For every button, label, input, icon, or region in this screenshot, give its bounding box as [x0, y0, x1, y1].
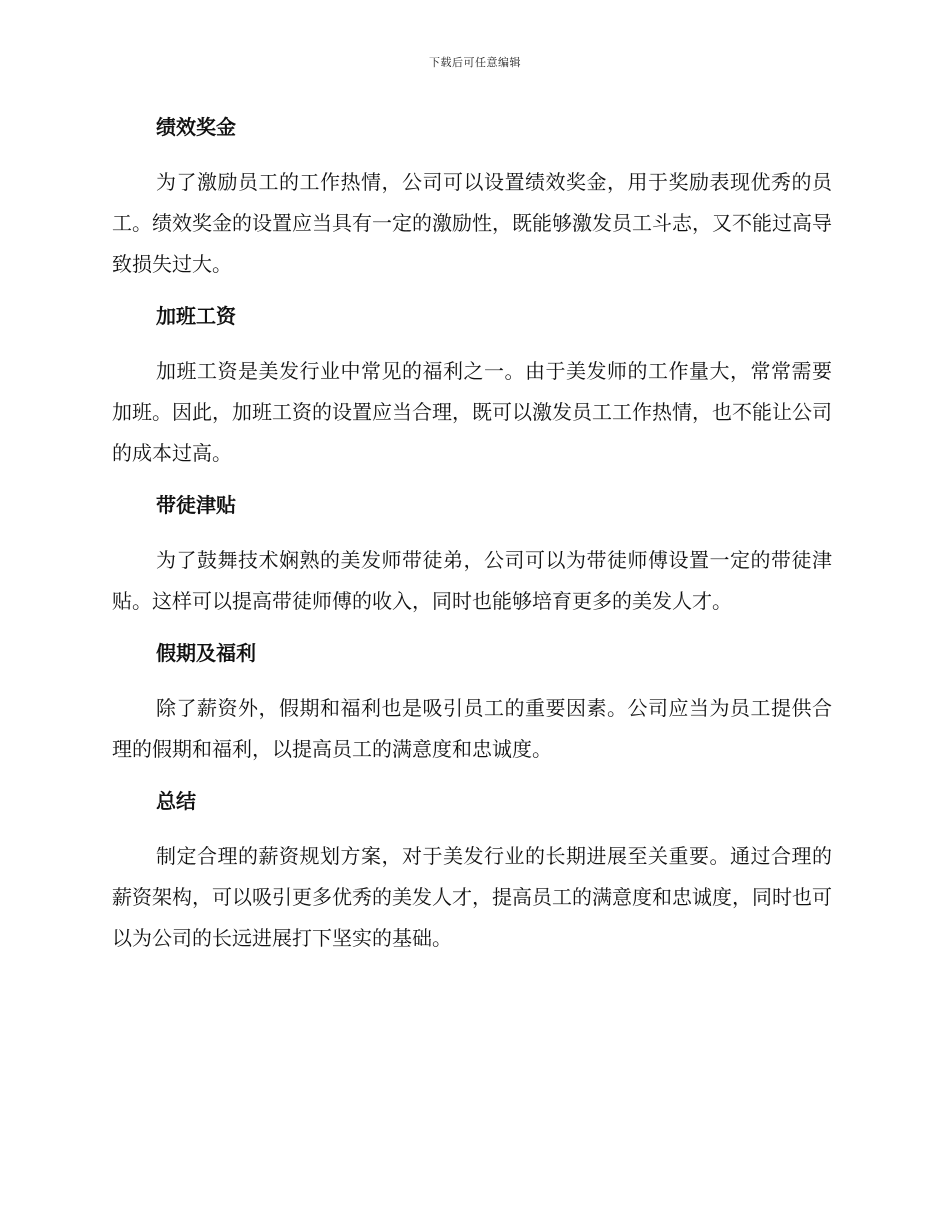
section-paragraph: 加班工资是美发行业中常见的福利之一。由于美发师的工作量大，常常需要加班。因此，加班工资的设置应当合理，既可以激发员工工作热情，也不能让公司的成本过高。	[112, 359, 832, 465]
section-paragraph: 制定合理的薪资规划方案，对于美发行业的长期进展至关重要。通过合理的薪资架构，可以吸引更多优秀的美发人才，提高员工的满意度和忠诚度，同时也可以为公司的长远进展打下坚实的基础。	[112, 844, 832, 950]
section-paragraph: 为了鼓舞技术娴熟的美发师带徒弟，公司可以为带徒师傅设置一定的带徒津贴。这样可以提高带徒师傅的收入，同时也能够培育更多的美发人才。	[112, 548, 832, 613]
section-heading: 总结	[156, 789, 196, 813]
page-header-note: 下载后可任意编辑	[429, 56, 521, 69]
section-heading: 绩效奖金	[156, 115, 236, 139]
section-performance-bonus	[112, 110, 832, 285]
section-overtime-pay	[112, 299, 832, 474]
section-apprentice-allowance	[112, 488, 832, 622]
section-heading: 假期及福利	[156, 641, 256, 665]
section-heading: 带徒津贴	[156, 493, 236, 517]
section-heading: 加班工资	[156, 304, 236, 328]
document-content	[112, 110, 832, 973]
section-summary	[112, 784, 832, 959]
section-holidays-benefits	[112, 636, 832, 770]
section-paragraph: 除了薪资外，假期和福利也是吸引员工的重要因素。公司应当为员工提供合理的假期和福利，以提高员工的满意度和忠诚度。	[112, 696, 832, 761]
section-paragraph: 为了激励员工的工作热情，公司可以设置绩效奖金，用于奖励表现优秀的员工。绩效奖金的设置应当具有一定的激励性，既能够激发员工斗志，又不能过高导致损失过大。	[112, 170, 832, 276]
